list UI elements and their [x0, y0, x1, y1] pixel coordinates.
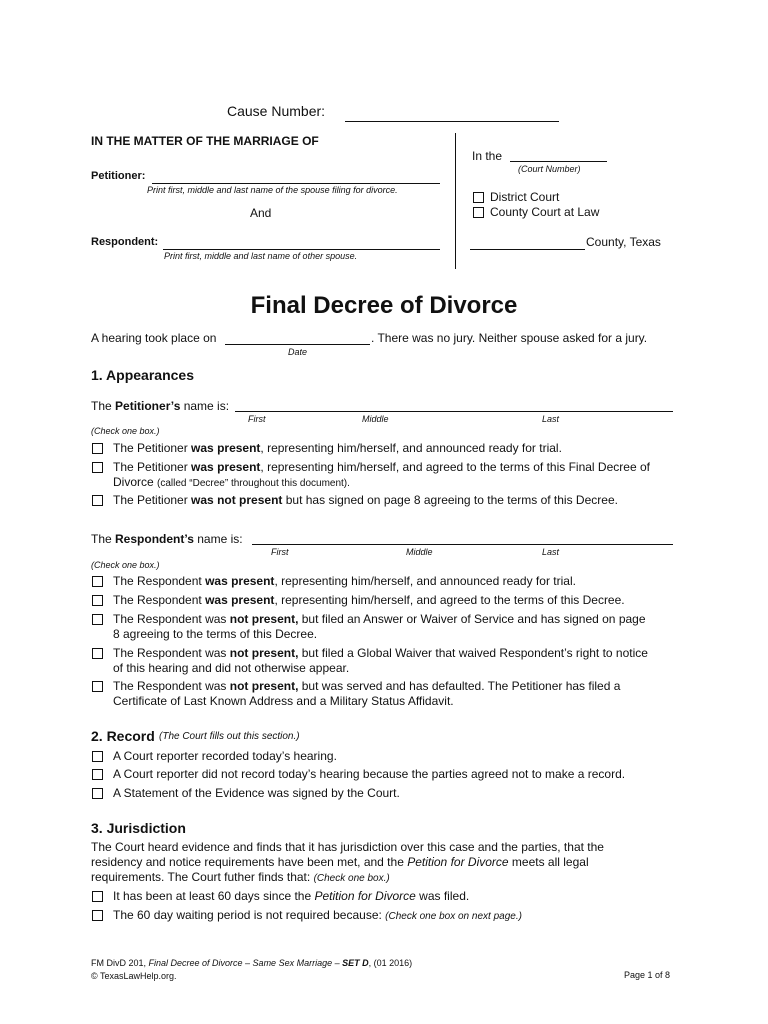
district-court-checkbox[interactable]	[473, 192, 484, 203]
court-number-field[interactable]	[510, 161, 607, 162]
last-hint: Last	[542, 414, 560, 424]
respondent-global-waiver-text: The Respondent was not present, but filed a Global Waiver that waived Respondent’s right to notice	[113, 646, 648, 660]
respondent-hint: Print first, middle and last name of other spouse.	[164, 251, 358, 261]
respondent-default-checkbox[interactable]	[92, 681, 103, 692]
petitioner-label: Petitioner:	[91, 170, 146, 182]
petitioner-present-ready-text: The Petitioner was present, representing him/herself, and announced ready for trial.	[113, 441, 562, 455]
cause-number-field[interactable]	[345, 121, 559, 122]
check-one-hint: (Check one box.)	[91, 426, 160, 436]
petitioner-hint: Print first, middle and last name of the spouse filing for divorce.	[147, 185, 398, 195]
record-statement-text: A Statement of the Evidence was signed by the Court.	[113, 786, 400, 800]
jurisdiction-para-line-3: requirements. The Court futher finds that: (Check one box.)	[91, 870, 390, 884]
record-reporter-recorded-text: A Court reporter recorded today’s hearing.	[113, 749, 337, 763]
respondent-answer-waiver-text: The Respondent was not present, but filed an Answer or Waiver of Service and has signed on page	[113, 612, 646, 626]
respondent-default-text-2: Certificate of Last Known Address and a Military Status Affidavit.	[113, 694, 454, 708]
petitioner-present-agreed-text-2: Divorce (called “Decree” throughout this document).	[113, 475, 350, 489]
respondent-present-ready-text: The Respondent was present, representing him/herself, and announced ready for trial.	[113, 574, 576, 588]
district-court-label: District Court	[490, 190, 560, 204]
record-not-recorded-text: A Court reporter did not record today’s hearing because the parties agreed not to make a record.	[113, 767, 626, 781]
respondent-present-agreed-text: The Respondent was present, representing him/herself, and agreed to the terms of this Decree.	[113, 593, 625, 607]
jurisdiction-para-line-2: residency and notice requirements have been met, and the Petition for Divorce meets all legal	[91, 855, 589, 869]
and-label: And	[250, 206, 272, 220]
record-not-recorded-checkbox[interactable]	[92, 769, 103, 780]
respondent-default-text: The Respondent was not present, but was served and has defaulted. The Petitioner has filed a	[113, 679, 621, 693]
hearing-text-before: A hearing took place on	[91, 331, 217, 345]
county-court-label: County Court at Law	[490, 205, 600, 219]
respondent-answer-waiver-text-2: 8 agreeing to the terms of this Decree.	[113, 627, 318, 641]
middle-hint-2: Middle	[406, 547, 433, 557]
petitioner-present-ready-checkbox[interactable]	[92, 443, 103, 454]
middle-hint: Middle	[362, 414, 389, 424]
respondent-global-waiver-text-2: of this hearing and did not otherwise appear.	[113, 661, 350, 675]
respondent-name-label: The Respondent’s name is:	[91, 532, 243, 546]
court-number-hint: (Court Number)	[518, 164, 581, 174]
county-court-checkbox[interactable]	[473, 207, 484, 218]
record-reporter-recorded-checkbox[interactable]	[92, 751, 103, 762]
petitioner-name-label: The Petitioner’s name is:	[91, 399, 230, 413]
first-hint-2: First	[271, 547, 289, 557]
record-note: (The Court fills out this section.)	[159, 731, 300, 742]
document-title: Final Decree of Divorce	[250, 292, 518, 319]
respondent-present-ready-checkbox[interactable]	[92, 576, 103, 587]
record-heading: 2. Record	[91, 728, 155, 744]
petitioner-not-present-text: The Petitioner was not present but has signed on page 8 agreeing to the terms of this Decree.	[113, 493, 618, 507]
petitioner-present-agreed-text: The Petitioner was present, representing him/herself, and agreed to the terms of this Final Decree of	[113, 460, 650, 474]
hearing-text-after: . There was no jury. Neither spouse asked for a jury.	[371, 331, 648, 345]
jurisdiction-60-days-checkbox[interactable]	[92, 891, 103, 902]
county-texas-label: County, Texas	[586, 235, 661, 249]
respondent-answer-waiver-checkbox[interactable]	[92, 614, 103, 625]
footer-form-id: FM DivD 201, Final Decree of Divorce – Same Sex Marriage – SET D, (01 2016)	[91, 958, 413, 968]
jurisdiction-waiting-not-required-text: The 60 day waiting period is not required because: (Check one box on next page.)	[113, 908, 522, 922]
matter-title: IN THE MATTER OF THE MARRIAGE OF	[91, 134, 319, 148]
respondent-present-agreed-checkbox[interactable]	[92, 595, 103, 606]
petitioner-full-name-field[interactable]	[235, 411, 673, 412]
respondent-name-field[interactable]	[163, 249, 440, 250]
county-name-field[interactable]	[470, 249, 585, 250]
footer-copyright: © TexasLawHelp.org.	[91, 971, 177, 981]
in-the-label: In the	[472, 149, 503, 163]
hearing-date-field[interactable]	[225, 344, 370, 345]
check-one-hint-2: (Check one box.)	[91, 560, 160, 570]
petitioner-not-present-checkbox[interactable]	[92, 495, 103, 506]
footer-page-number: Page 1 of 8	[624, 970, 671, 980]
last-hint-2: Last	[542, 547, 560, 557]
respondent-label: Respondent:	[91, 236, 159, 248]
jurisdiction-waiting-not-required-checkbox[interactable]	[92, 910, 103, 921]
respondent-global-waiver-checkbox[interactable]	[92, 648, 103, 659]
petitioner-present-agreed-checkbox[interactable]	[92, 462, 103, 473]
cause-number-label: Cause Number:	[227, 103, 326, 119]
jurisdiction-60-days-text: It has been at least 60 days since the Petition for Divorce was filed.	[113, 889, 470, 903]
record-statement-checkbox[interactable]	[92, 788, 103, 799]
appearances-heading: 1. Appearances	[91, 367, 194, 383]
jurisdiction-para-line-1: The Court heard evidence and finds that it has jurisdiction over this case and the parties, that the	[91, 840, 604, 854]
date-hint: Date	[288, 347, 308, 357]
header-divider	[455, 133, 456, 269]
first-hint: First	[248, 414, 266, 424]
jurisdiction-heading: 3. Jurisdiction	[91, 820, 186, 836]
petitioner-name-field[interactable]	[152, 183, 440, 184]
respondent-full-name-field[interactable]	[252, 544, 673, 545]
